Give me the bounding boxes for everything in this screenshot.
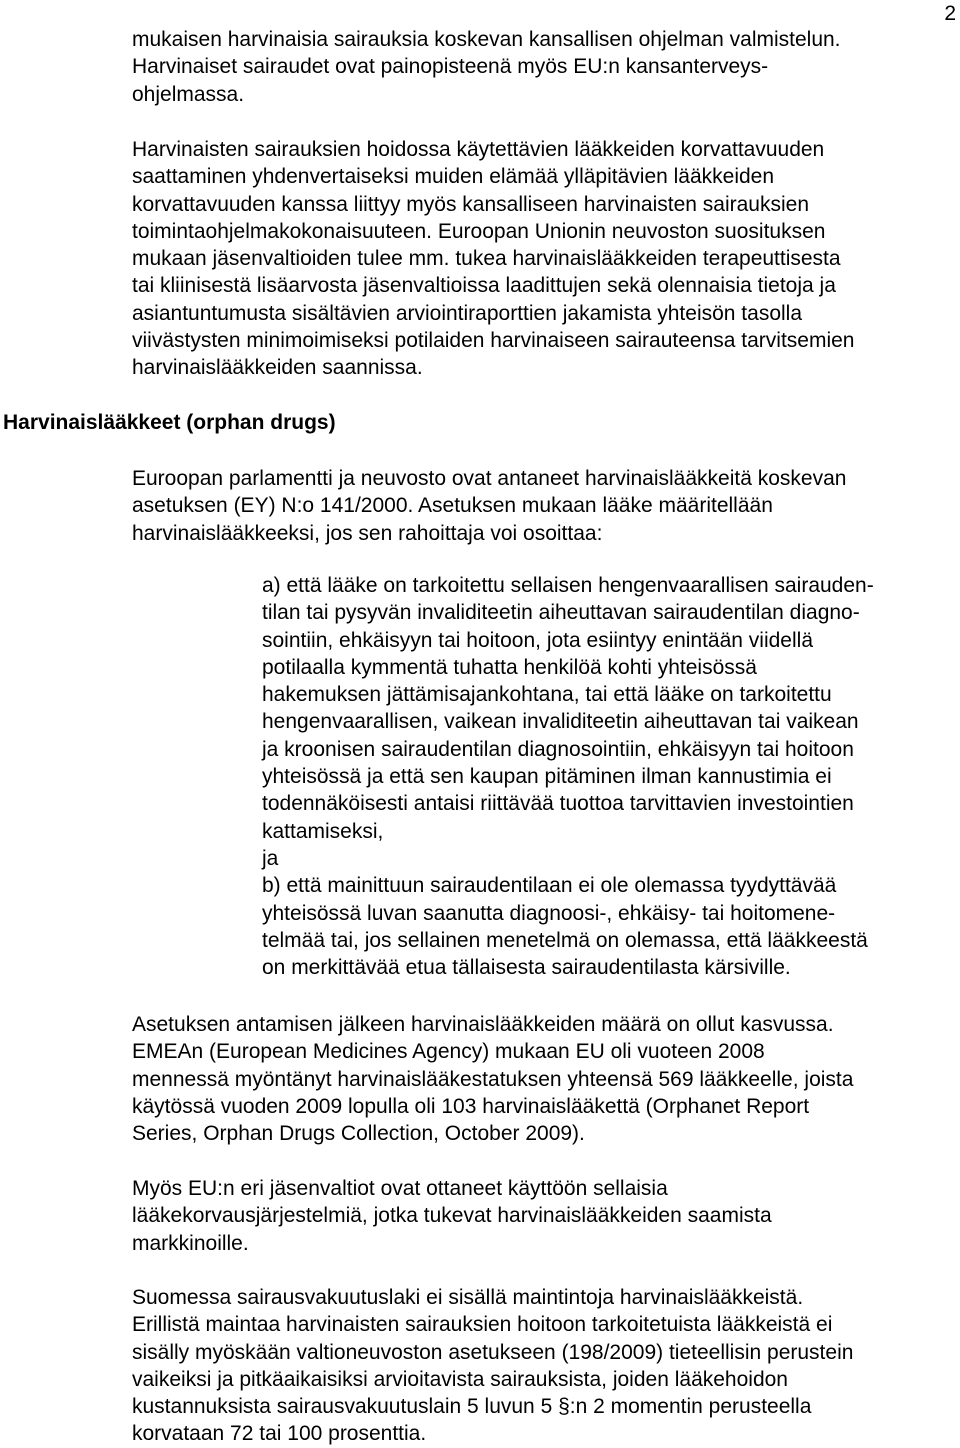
text-line: Harvinaiset sairaudet ovat painopisteenä myös EU:n kansanterveys- bbox=[132, 55, 769, 79]
section-heading: Harvinaislääkkeet (orphan drugs) bbox=[3, 411, 336, 434]
text-line: Euroopan parlamentti ja neuvosto ovat antaneet harvinaislääkkeitä koskevan bbox=[132, 467, 847, 490]
paragraph-2 bbox=[132, 136, 954, 382]
text-line: korvattavuuden kanssa liittyy myös kansalliseen harvinaisten sairauksien bbox=[132, 192, 810, 216]
list-line: ja bbox=[262, 846, 279, 870]
text-line: ohjelmassa. bbox=[132, 82, 245, 106]
text-line: Erillistä maintaa harvinaisten sairauksien hoitoon tarkoitetuista lääkkeistä ei bbox=[132, 1313, 833, 1337]
text-line: kustannuksista sairausvakuutuslain 5 luvun 5 §:n 2 momentin perusteella bbox=[132, 1395, 812, 1419]
text-line: toimintaohjelmakokonaisuuteen. Euroopan Unionin neuvoston suosituksen bbox=[132, 219, 826, 243]
text-line: lääkekorvausjärjestelmiä, jotka tukevat harvinaislääkkeiden saamista bbox=[132, 1204, 772, 1228]
text-line: mukaisen harvinaisia sairauksia koskevan kansallisen ohjelman valmistelun. bbox=[132, 28, 841, 51]
text-line: tai kliinisestä lisäarvosta jäsenvaltioissa laadittujen sekä olennaisia tietoja ja bbox=[132, 274, 836, 298]
list-line: a) että lääke on tarkoitettu sellaisen hengenvaarallisen sairauden- bbox=[262, 574, 874, 597]
paragraph-3 bbox=[132, 465, 954, 547]
text-line: korvataan 72 tai 100 prosenttia. bbox=[132, 1422, 427, 1446]
list-line: potilaalla kymmentä tuhatta henkilöä kohti yhteisössä bbox=[262, 655, 757, 679]
paragraph-4 bbox=[132, 1011, 954, 1147]
text-line: mukaan jäsenvaltioiden tulee mm. tukea harvinaislääkkeiden terapeuttisesta bbox=[132, 247, 841, 271]
text-line: vaikeiksi ja pitkäaikaisiksi arvioitavista sairauksista, joiden lääkehoidon bbox=[132, 1367, 788, 1391]
list-line: ja kroonisen sairaudentilan diagnosointiin, ehkäisyyn tai hoitoon bbox=[262, 737, 854, 761]
paragraph-5 bbox=[132, 1175, 954, 1257]
list-line: yhteisössä ja että sen kaupan pitäminen ilman kannustimia ei bbox=[262, 765, 832, 789]
text-line: saattaminen yhdenvertaiseksi muiden elämää ylläpitävien lääkkeiden bbox=[132, 165, 775, 189]
list-line: hakemuksen jättämisajankohtana, tai että lääke on tarkoitettu bbox=[262, 683, 832, 707]
text-line: Harvinaisten sairauksien hoidossa käytettävien lääkkeiden korvattavuuden bbox=[132, 138, 825, 161]
text-line: Asetuksen antamisen jälkeen harvinaislääkkeiden määrä on ollut kasvussa. bbox=[132, 1013, 834, 1036]
page-number: 2 bbox=[944, 2, 956, 25]
paragraph-1 bbox=[132, 26, 954, 108]
text-line: Myös EU:n eri jäsenvaltiot ovat ottaneet käyttöön sellaisia bbox=[132, 1177, 668, 1200]
list-line: b) että mainittuun sairaudentilaan ei ole olemassa tyydyttävää bbox=[262, 874, 837, 898]
list-line: telmää tai, jos sellainen menetelmä on olemassa, että lääkkeestä bbox=[262, 928, 868, 952]
text-line: asetuksen (EY) N:o 141/2000. Asetuksen mukaan lääke määritellään bbox=[132, 494, 773, 518]
list-line: hengenvaarallisen, vaikean invaliditeetin aiheuttavan tai vaikean bbox=[262, 710, 859, 734]
paragraph-6 bbox=[132, 1284, 954, 1448]
text-line: Series, Orphan Drugs Collection, October 2009). bbox=[132, 1122, 585, 1146]
text-line: mennessä myöntänyt harvinaislääkestatuksen yhteensä 569 lääkkeelle, joista bbox=[132, 1067, 854, 1091]
text-line: EMEAn (European Medicines Agency) mukaan EU oli vuoteen 2008 bbox=[132, 1040, 765, 1064]
text-line: harvinaislääkkeeksi, jos sen rahoittaja voi osoittaa: bbox=[132, 521, 603, 545]
text-line: asiantuntumusta sisältävien arviointiraporttien jakamista yhteisön tasolla bbox=[132, 301, 803, 325]
text-line: sisälly myöskään valtioneuvoston asetukseen (198/2009) tieteellisin perustein bbox=[132, 1340, 854, 1364]
list-line: yhteisössä luvan saanutta diagnoosi-, ehkäisy- tai hoitomene- bbox=[262, 901, 836, 925]
criteria-list bbox=[262, 572, 954, 981]
list-line: todennäköisesti antaisi riittävää tuottoa tarvittavien investointien bbox=[262, 792, 854, 816]
list-line: sointiin, ehkäisyyn tai hoitoon, jota esiintyy enintään viidellä bbox=[262, 628, 813, 652]
list-line: kattamiseksi, bbox=[262, 819, 384, 843]
text-line: Suomessa sairausvakuutuslaki ei sisällä maintintoja harvinaislääkkeistä. bbox=[132, 1286, 804, 1309]
list-line: tilan tai pysyvän invaliditeetin aiheuttavan sairaudentilan diagno- bbox=[262, 601, 860, 625]
text-line: harvinaislääkkeiden saannissa. bbox=[132, 356, 423, 380]
text-line: viivästysten minimoimiseksi potilaiden harvinaiseen sairauteensa tarvitsemien bbox=[132, 329, 855, 353]
text-line: markkinoille. bbox=[132, 1231, 249, 1255]
list-line: on merkittävää etua tällaisesta sairaudentilasta kärsiville. bbox=[262, 956, 791, 980]
text-line: käytössä vuoden 2009 lopulla oli 103 harvinaislääkettä (Orphanet Report bbox=[132, 1094, 810, 1118]
